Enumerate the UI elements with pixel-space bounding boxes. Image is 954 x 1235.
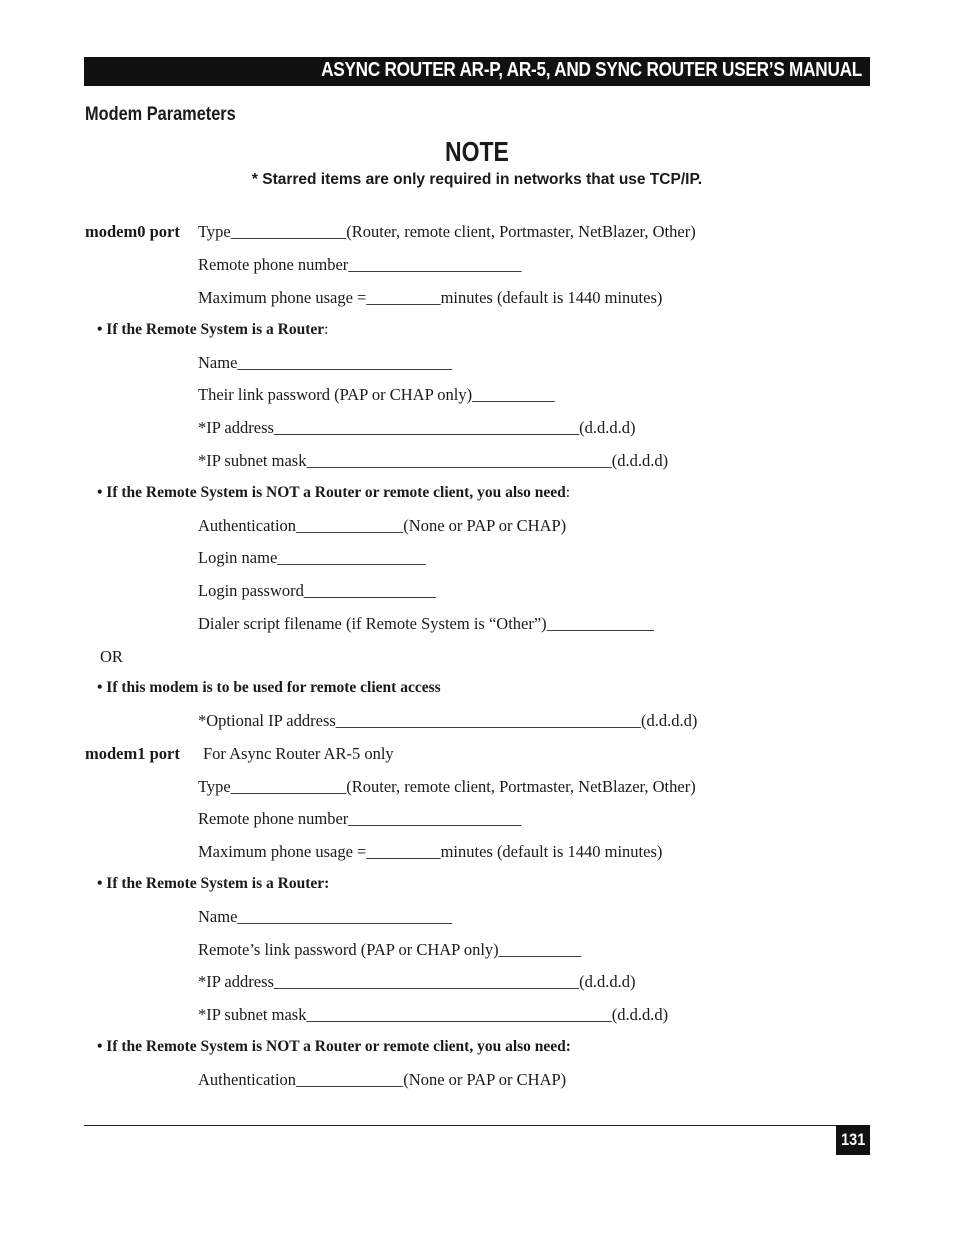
modem1-mask-field: *IP subnet mask_____________________________________(d.d.d.d) xyxy=(198,1005,669,1024)
modem1-port-label: modem1 port xyxy=(85,744,180,763)
modem0-type-field: Type______________(Router, remote client, Portmaster, NetBlazer, Other) xyxy=(198,222,696,241)
modem1-router-bullet: • If the Remote System is a Router: xyxy=(97,875,330,892)
modem0-ip-field: *IP address_____________________________________(d.d.d.d) xyxy=(198,418,636,437)
modem1-type-field: Type______________(Router, remote client, Portmaster, NetBlazer, Other) xyxy=(198,777,696,796)
modem0-auth-field: Authentication_____________(None or PAP or CHAP) xyxy=(198,516,567,535)
modem0-optional-ip-field: *Optional IP address_____________________________________(d.d.d.d) xyxy=(198,711,698,730)
modem0-router-bullet-text: • If the Remote System is a Router xyxy=(97,321,325,338)
manual-title: ASYNC ROUTER AR-P, AR-5, AND SYNC ROUTER USER’S MANUAL xyxy=(321,59,862,81)
modem0-router-bullet-colon: : xyxy=(324,321,329,338)
header-bar xyxy=(84,57,870,86)
note-heading-text: NOTE xyxy=(445,136,509,167)
modem0-dialer-field: Dialer script filename (if Remote System is “Other”)_____________ xyxy=(198,614,654,633)
section-title: Modem Parameters xyxy=(85,104,236,125)
note-text: * Starred items are only required in networks that use TCP/IP. xyxy=(251,171,703,188)
footer-rule xyxy=(84,1125,870,1126)
modem1-note: For Async Router AR-5 only xyxy=(203,744,394,763)
page-number: 131 xyxy=(840,1130,866,1149)
modem1-not-router-bullet: • If the Remote System is NOT a Router or remote client, you also need: xyxy=(97,1038,571,1055)
modem1-ip-field: *IP address_____________________________________(d.d.d.d) xyxy=(198,972,636,991)
note-heading xyxy=(0,136,954,168)
modem1-name-field: Name__________________________ xyxy=(198,907,452,926)
modem0-port-label: modem0 port xyxy=(85,222,180,241)
or-separator: OR xyxy=(100,647,123,666)
modem1-usage-field: Maximum phone usage =_________minutes (default is 1440 minutes) xyxy=(198,842,663,861)
modem1-phone-field: Remote phone number_____________________ xyxy=(198,809,522,828)
modem0-login-password-field: Login password________________ xyxy=(198,581,436,600)
modem0-router-bullet xyxy=(97,320,328,340)
modem1-link-password-field: Remote’s link password (PAP or CHAP only)__________ xyxy=(198,940,582,959)
modem1-auth-field: Authentication_____________(None or PAP or CHAP) xyxy=(198,1070,567,1089)
modem0-remote-client-bullet: • If this modem is to be used for remote client access xyxy=(97,679,441,696)
modem0-not-router-bullet-text: • If the Remote System is NOT a Router or remote client, you also need xyxy=(97,484,566,501)
modem0-login-name-field: Login name__________________ xyxy=(198,548,426,567)
page-number-box xyxy=(836,1125,870,1155)
modem0-link-password-field: Their link password (PAP or CHAP only)__________ xyxy=(198,385,555,404)
modem0-phone-field: Remote phone number_____________________ xyxy=(198,255,522,274)
modem0-name-field: Name__________________________ xyxy=(198,353,452,372)
modem0-mask-field: *IP subnet mask_____________________________________(d.d.d.d) xyxy=(198,451,669,470)
modem0-not-router-bullet-colon: : xyxy=(565,484,571,501)
modem0-usage-field: Maximum phone usage =_________minutes (default is 1440 minutes) xyxy=(198,288,663,307)
modem0-not-router-bullet xyxy=(97,483,570,503)
